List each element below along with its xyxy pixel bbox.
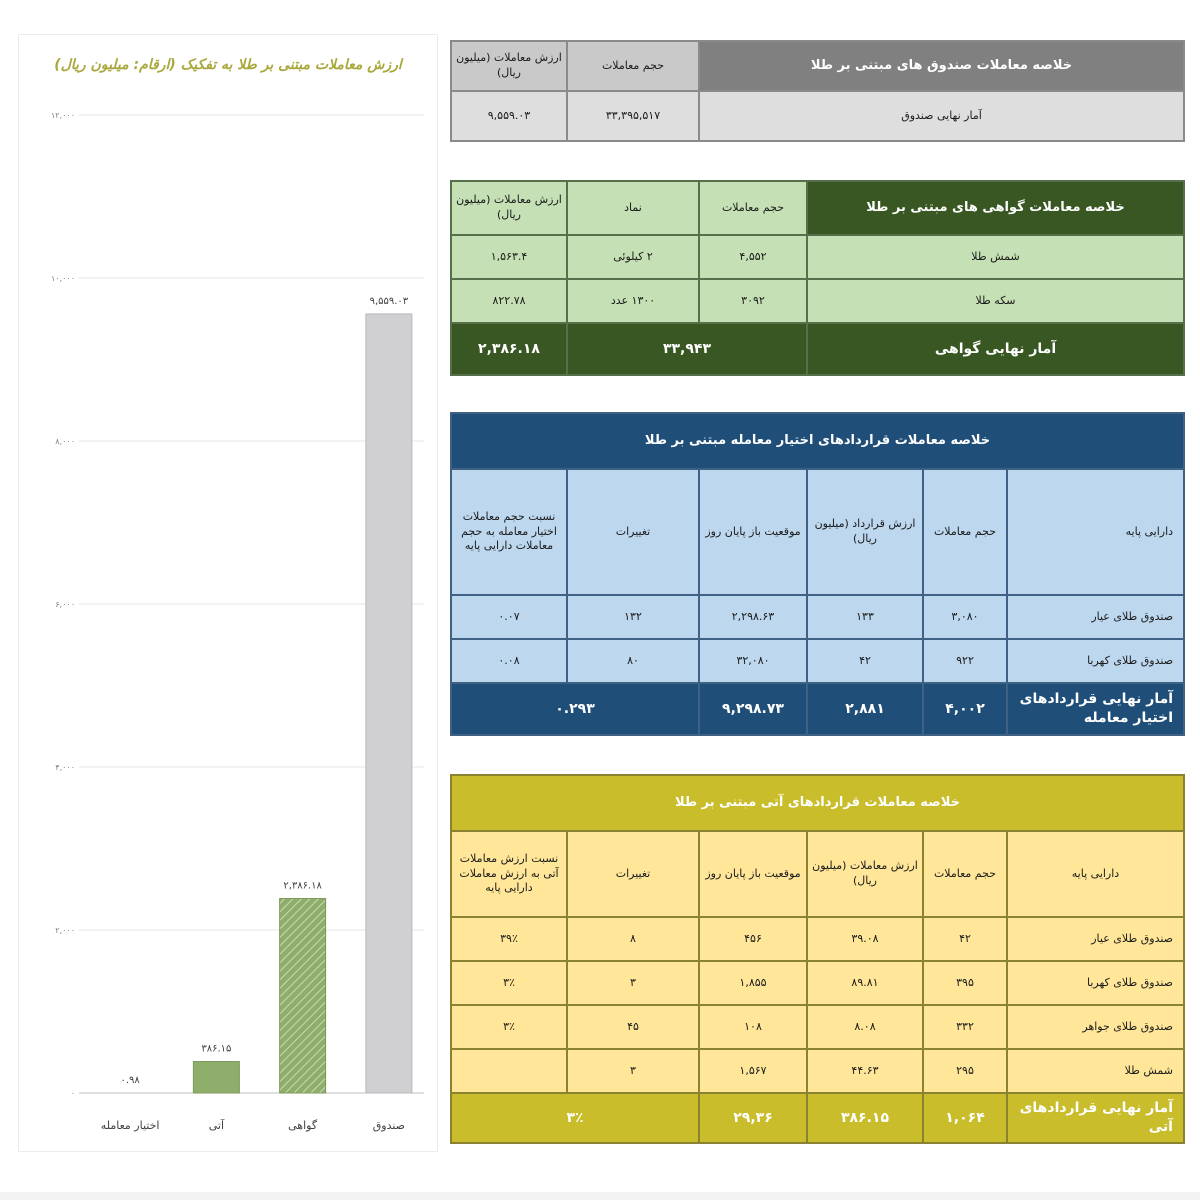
- header-volume: حجم معاملات: [923, 469, 1007, 595]
- cell-volume: ۴۲: [923, 917, 1007, 961]
- row-label: صندوق طلای کهربا: [1007, 639, 1184, 683]
- options-summary-table: [450, 412, 1185, 736]
- cell-symbol: ۲ کیلوئی: [567, 235, 699, 279]
- y-tick-label: ۲,۰۰۰: [55, 926, 75, 935]
- row-label: آمار نهایی صندوق: [699, 91, 1184, 141]
- cell-volume: ۹۲۲: [923, 639, 1007, 683]
- futures-summary-table: [450, 774, 1185, 1144]
- y-tick-label: ۰: [70, 1089, 75, 1098]
- header-change: تغییرات: [567, 469, 699, 595]
- fund-summary-table: [450, 40, 1185, 142]
- cell-volume: ۲۹۵: [923, 1049, 1007, 1093]
- cell-trade-value: ۸.۰۸: [807, 1005, 923, 1049]
- total-open-interest: ۹,۲۹۸.۷۳: [699, 683, 807, 735]
- cell-ratio: ۰.۰۷: [451, 595, 567, 639]
- header-trade-value: ارزش معاملات (میلیون ریال): [807, 831, 923, 917]
- total-contract-value: ۲,۸۸۱: [807, 683, 923, 735]
- cell-ratio: ۳۹٪: [451, 917, 567, 961]
- total-label: آمار نهایی قراردادهای اختیار معامله: [1007, 683, 1184, 735]
- cell-open-interest: ۴۵۶: [699, 917, 807, 961]
- total-label: آمار نهایی گواهی: [807, 323, 1184, 375]
- total-volume: ۳۳,۹۴۳: [567, 323, 807, 375]
- cell-trade-value: ۴۴.۶۳: [807, 1049, 923, 1093]
- bar-3: [193, 1062, 239, 1093]
- header-open-interest: موقعیت باز پایان روز: [699, 469, 807, 595]
- table-title: خلاصه معاملات قراردادهای اختیار معامله مبتنی بر طلا: [451, 413, 1184, 469]
- total-row: [451, 323, 1184, 375]
- cell-contract-value: ۴۲: [807, 639, 923, 683]
- table-row: [451, 91, 1184, 141]
- row-label: صندوق طلای عیار: [1007, 917, 1184, 961]
- row-label: سکه طلا: [807, 279, 1184, 323]
- row-label: صندوق طلای کهربا: [1007, 961, 1184, 1005]
- header-ratio: نسبت ارزش معاملات آتی به ارزش معاملات دارایی پایه: [451, 831, 567, 917]
- header-volume: حجم معاملات: [699, 181, 807, 235]
- table-row: [451, 595, 1184, 639]
- table-title: خلاصه معاملات قراردادهای آتی مبتنی بر طلا: [451, 775, 1184, 831]
- header-underlying: دارایی پایه: [1007, 469, 1184, 595]
- bar-1: [366, 314, 412, 1093]
- y-tick-label: ۴,۰۰۰: [55, 763, 75, 772]
- cell-open-interest: ۱,۸۵۵: [699, 961, 807, 1005]
- y-tick-label: ۱۲,۰۰۰: [50, 111, 75, 120]
- bar-value-label: ۹,۵۵۹.۰۳: [369, 295, 409, 307]
- cell-change: ۳: [567, 961, 699, 1005]
- header-value: ارزش معاملات (میلیون ریال): [451, 181, 567, 235]
- header-volume: حجم معاملات: [923, 831, 1007, 917]
- cell-change: ۱۳۲: [567, 595, 699, 639]
- x-category-label: اختیار معامله: [100, 1119, 160, 1132]
- cell-ratio: ۰.۰۸: [451, 639, 567, 683]
- cell-open-interest: ۱۰۸: [699, 1005, 807, 1049]
- cell-symbol: ۱۳۰۰ عدد: [567, 279, 699, 323]
- cell-trade-value: ۳۹.۰۸: [807, 917, 923, 961]
- bar-2: [280, 899, 326, 1093]
- table-row: [451, 1049, 1184, 1093]
- table-row: [451, 961, 1184, 1005]
- cell-ratio: ۳٪: [451, 1005, 567, 1049]
- x-category-label: آتی: [208, 1119, 225, 1132]
- total-label: آمار نهایی قراردادهای آتی: [1007, 1093, 1184, 1143]
- table-row: [451, 279, 1184, 323]
- y-tick-label: ۶,۰۰۰: [55, 600, 75, 609]
- header-change: تغییرات: [567, 831, 699, 917]
- bar-value-label: ۲,۳۸۶.۱۸: [283, 880, 322, 892]
- y-tick-label: ۱۰,۰۰۰: [50, 274, 75, 283]
- page-footer-strip: [0, 1192, 1200, 1200]
- row-label: شمش طلا: [807, 235, 1184, 279]
- total-value: ۲,۳۸۶.۱۸: [451, 323, 567, 375]
- header-value: ارزش معاملات (میلیون ریال): [451, 41, 567, 91]
- bar-value-label: ۰.۹۸: [120, 1075, 140, 1086]
- cell-value: ۹,۵۵۹.۰۳: [451, 91, 567, 141]
- cell-volume: ۳,۰۸۰: [923, 595, 1007, 639]
- total-volume: ۱,۰۶۴: [923, 1093, 1007, 1143]
- cell-ratio: ۳٪: [451, 961, 567, 1005]
- bar-value-label: ۳۸۶.۱۵: [201, 1043, 232, 1055]
- cell-change: ۴۵: [567, 1005, 699, 1049]
- x-category-label: گواهی: [288, 1119, 318, 1132]
- table-title: خلاصه معاملات صندوق های مبتنی بر طلا: [699, 41, 1184, 91]
- table-row: [451, 639, 1184, 683]
- cell-change: ۸: [567, 917, 699, 961]
- header-open-interest: موقعیت باز پایان روز: [699, 831, 807, 917]
- cell-volume: ۳۰۹۲: [699, 279, 807, 323]
- row-label: صندوق طلای عیار: [1007, 595, 1184, 639]
- cell-volume: ۳۳,۳۹۵,۵۱۷: [567, 91, 699, 141]
- cell-open-interest: ۳۲,۰۸۰: [699, 639, 807, 683]
- table-title: خلاصه معاملات گواهی های مبتنی بر طلا: [807, 181, 1184, 235]
- table-row: [451, 235, 1184, 279]
- chart-panel: [18, 34, 438, 1152]
- table-row: [451, 917, 1184, 961]
- header-volume: حجم معاملات: [567, 41, 699, 91]
- x-category-label: صندوق: [372, 1119, 406, 1132]
- total-trade-value: ۳۸۶.۱۵: [807, 1093, 923, 1143]
- cell-trade-value: ۸۹.۸۱: [807, 961, 923, 1005]
- cell-change: ۳: [567, 1049, 699, 1093]
- total-row: [451, 1093, 1184, 1143]
- bar-chart: [19, 35, 439, 1153]
- header-underlying: دارایی پایه: [1007, 831, 1184, 917]
- y-tick-label: ۸,۰۰۰: [55, 437, 75, 446]
- cell-volume: ۳۹۵: [923, 961, 1007, 1005]
- header-contract-value: ارزش قرارداد (میلیون ریال): [807, 469, 923, 595]
- cell-volume: ۴,۵۵۲: [699, 235, 807, 279]
- chart-title: ارزش معاملات مبتنی بر طلا به تفکیک (ارقام: میلیون ریال): [54, 57, 402, 73]
- row-label: صندوق طلای جواهر: [1007, 1005, 1184, 1049]
- cell-contract-value: ۱۳۳: [807, 595, 923, 639]
- cell-volume: ۳۳۲: [923, 1005, 1007, 1049]
- cell-change: ۸۰: [567, 639, 699, 683]
- total-open-interest: ۲۹,۳۶: [699, 1093, 807, 1143]
- cell-ratio: [451, 1049, 567, 1093]
- cell-open-interest: ۱,۵۶۷: [699, 1049, 807, 1093]
- table-row: [451, 1005, 1184, 1049]
- cell-value: ۸۲۲.۷۸: [451, 279, 567, 323]
- total-ratio: ۳٪: [451, 1093, 699, 1143]
- total-ratio: ۰.۲۹۳: [451, 683, 699, 735]
- header-symbol: نماد: [567, 181, 699, 235]
- cell-open-interest: ۲,۲۹۸.۶۳: [699, 595, 807, 639]
- total-row: [451, 683, 1184, 735]
- certificate-summary-table: [450, 180, 1185, 376]
- row-label: شمش طلا: [1007, 1049, 1184, 1093]
- total-volume: ۴,۰۰۲: [923, 683, 1007, 735]
- header-ratio: نسبت حجم معاملات اختیار معامله به حجم معاملات دارایی پایه: [451, 469, 567, 595]
- cell-value: ۱,۵۶۳.۴: [451, 235, 567, 279]
